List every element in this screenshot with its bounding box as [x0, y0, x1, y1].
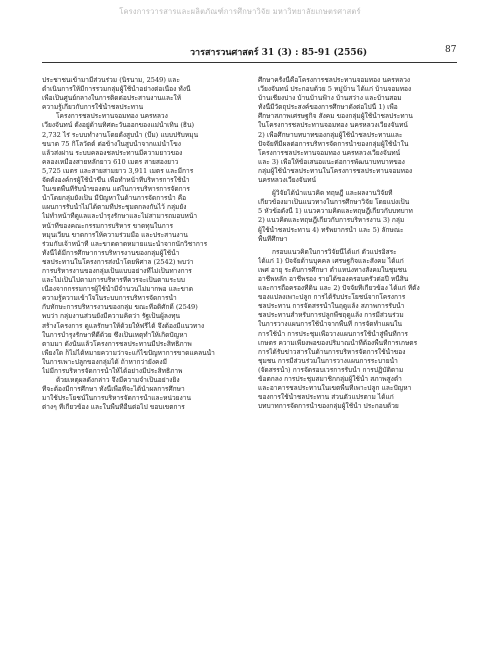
text-line: เวียงจันทน์ ประกอบด้วย 5 หมู่บ้าน ได้แก่ บ้านจอมทอง — [258, 85, 412, 94]
text-line: ในเขตพื้นที่รับน้ำของตน แต่ในการบริหารการจัดการ — [42, 185, 190, 194]
text-line: และการถือครองที่ดิน และ 2) ปัจจัยที่เกี่ยวข้อง ได้แก่ ที่ตั้ง — [258, 284, 420, 293]
left-column — [42, 76, 237, 412]
text-line: 2,732 ไร่ ระบบทำงานโดยตั้งสูบน้ำ (ปั๊ม) แบบปรับหมุน — [42, 130, 199, 139]
journal-citation: วารสารวนศาสตร์ 31 (3) : 85-91 (2556) — [190, 48, 368, 58]
text-line: พบว่า กลุ่มงานส่วนยังมีความคิดว่า รัฐเป็นผู้ลงทุน — [42, 312, 180, 321]
text-line: กับทักษะการบริหารงานของกลุ่ม ขณะที่อดิศักดิ์ (2549) — [42, 303, 198, 312]
text-line: 2) แนวคิดและทฤษฎีเกี่ยวกับการบริหารงาน 3) กลุ่ม — [258, 216, 405, 225]
text-line: ต่างๆ ที่เกี่ยวข้อง และในพื้นที่อื่นต่อไป ขอบเขตการ — [42, 403, 185, 412]
text-line: ประชาชนเข้ามามีส่วนร่วม (นิรนาม, 2549) และ — [42, 76, 180, 84]
text-line: ในการบำรุงรักษาที่ดีด้วย ซึ่งเป็นเหตุทำให้เกิดปัญหา — [42, 330, 188, 339]
text-line: (จัดสรรน้ำ) การจัดรอบเวรการรับน้ำ การปฏิบัติตาม — [258, 365, 404, 374]
text-line: และอาคารชลประทานในเขตพื้นที่เพาะปลูก และปัญหา — [258, 384, 412, 393]
running-head — [0, 45, 480, 59]
text-line: แผนการรับน้ำไม่ได้ตามที่ประชุมตกลงกันไว้ กลุ่มยัง — [42, 203, 187, 212]
text-line: การได้รับข่าวสารในด้านการบริหารจัดการใช้น้ำของ — [258, 347, 406, 356]
text-line: ของการใช้น้ำชลประทาน ส่วนตัวแปรตาม ได้แก่ — [258, 393, 394, 402]
text-line: ในการเพาะปลูกของกลุ่มได้ ถ้าหากว่ายังคงมี — [42, 357, 167, 366]
text-line: เนื่องจากกรรมการผู้ใช้น้ำมีจำนวนไม่มากพอ และขาด — [42, 285, 193, 294]
text-line: ในการวางแผนการใช้น้ำจากพื้นที่ การจัดทำแผนใน — [258, 320, 402, 329]
text-line: ความรู้เกี่ยวกับการใช้น้ำชลประทาน — [42, 103, 144, 112]
text-line: ที่จะต้องมีการศึกษา ทั้งนี้เพื่อที่จะได้นำผลการศึกษา — [42, 385, 185, 394]
text-line: ดำเนินการให้มีการรวมกลุ่มผู้ใช้น้ำอย่างต่อเนื่อง ทั้งนี้ — [42, 85, 191, 94]
watermark-text: โครงการวารสารและผลิตภัณฑ์การศึกษาวิจัย มหาวิทยาลัยเกษตรศาสตร์ — [119, 7, 361, 16]
right-column — [258, 76, 453, 411]
text-line: มาใช้ประโยชน์ในการบริหารจัดการน้ำและหน่วยงาน — [42, 394, 191, 403]
text-line: ได้แก่ 1) ปัจจัยด้านบุคคล เศรษฐกิจและสังคม ได้แก่ — [258, 256, 404, 265]
text-line: กรอบแนวคิดในการวิจัยนี้ได้แก่ ตัวแปรอิสระ — [272, 247, 397, 256]
text-line: อาชีพหลัก อาชีพรอง รายได้ของครอบครัวต่อปี หนี้สิน — [258, 274, 409, 283]
text-line: ชลประทานในโครงการส่งน้ำโดยพิศาล (2542) พบว่า — [42, 257, 194, 266]
text-line: ความรู้ความเข้าใจในระบบการบริหารจัดการน้ำ — [42, 294, 177, 303]
text-line: ตามมา ดังนั้นแล้วโครงการชลประทานมีประสิทธิภาพ — [42, 339, 192, 348]
text-line: ร่วมกับเจ้าหน้าที่ และขาดดาดหมายแนะนำจากนักวิชาการ — [42, 239, 208, 248]
text-line: กลุ่มผู้ใช้น้ำชลประทานในโครงการชลประทานจอมทอง — [258, 166, 413, 175]
text-line: โครงการชลประทานจอมทอง นครหลวงเวียงจันทน์ — [258, 148, 401, 157]
text-line: แล้วส่งผ่าน ระบบคลองชลประทานมีความยาวของ — [42, 148, 183, 157]
text-line: คลองเหมืองสายหลักยาว 610 เมตร สายสองยาว — [42, 157, 179, 166]
text-line: ชุมชน การมีส่วนร่วมในการวางแผนการระบายน้ำ — [258, 356, 398, 365]
text-line: ของแปลงเพาะปลูก การได้รับประโยชน์จากโครงการ — [258, 293, 406, 302]
text-line: เพศ อายุ ระดับการศึกษา ตำแหน่งทางสังคมในชุมชน — [258, 265, 407, 274]
text-line: 2) เพื่อศึกษาบทบาทของกลุ่มผู้ใช้น้ำชลประทานและ — [258, 130, 403, 139]
text-line: 5,725 เมตร และสายสามยาว 3,911 เมตร และมีการ — [42, 166, 194, 175]
text-line: ปัจจัยที่มีผลต่อการบริหารจัดการน้ำของกลุ่มผู้ใช้น้ำใน — [258, 139, 409, 148]
text-line: ทั้งนี้ได้มีการศึกษาการบริหารงานของกลุ่มผู้ใช้น้ำ — [42, 248, 180, 257]
text-line: พื้นที่ศึกษา — [258, 234, 288, 243]
text-line: ข้อตกลง การประชุมสมาชิกกลุ่มผู้ใช้น้ำ สภาพสูงต่ำ — [258, 375, 402, 383]
text-line: ไม่ทำหน้าที่ดูแลและบำรุงรักษาและไม่สามารถมอบหน้า — [42, 212, 198, 221]
text-line: เวียงจันทน์ ตั้งอยู่ด้านทิศตะวันออกของแม่น้ำเทิน (ธิน) — [42, 121, 195, 130]
text-line: ผู้ใช้น้ำชลประทาน 4) ทรัพยากรน้ำ และ 5) ลักษณะ — [258, 225, 404, 234]
text-line: เกี่ยวข้องมาเป็นแนวทางในการศึกษาวิจัย โดยแบ่งเป็น — [258, 198, 410, 207]
text-line: ศึกษาสภาพเศรษฐกิจ สังคม ของกลุ่มผู้ใช้น้ำชลประทาน — [258, 112, 413, 121]
text-line: ไม่มีการบริหารจัดการน้ำให้ได้อย่างมีประสิทธิภาพ — [42, 367, 183, 375]
text-line: โครงการชลประทานจอมทอง นครหลวง — [56, 112, 168, 121]
text-line: ในโครงการชลประทานจอมทอง นครหลวงเวียงจันทน์ — [258, 121, 408, 130]
text-line: เพื่อเป็นศูนย์กลางในการติดต่อประสานงานและให้ — [42, 94, 182, 103]
text-line: ผู้วิจัยได้นำแนวคิด ทฤษฎี และผลงานวิจัยที่ — [272, 189, 393, 198]
text-line: หน้าที่ของคณะกรรมการบริหาร ขาดทุนในการ — [42, 221, 174, 230]
text-line: ศึกษาครั้งนี้คือโครงการชลประทานจอมทอง นครหลวง — [258, 76, 411, 84]
text-line: ชลประทาน การจัดสรรน้ำในฤดูแล้ง สภาพการรับน้ำ — [258, 302, 405, 311]
text-line: การใช้น้ำ การประชุมเพื่อวางแผนการใช้น้ำสู่พื้นที่การ — [258, 329, 408, 338]
text-line: จัดตั้งองค์กรผู้ใช้น้ำขึ้น เพื่อทำหน้าที่บริหารการใช้น้ำ — [42, 176, 190, 185]
text-line: การบริหารงานของกลุ่มเป็นแบบอย่างที่ไม่เป็นทางการ — [42, 266, 192, 275]
text-line: นครหลวงเวียงจันทน์ — [258, 176, 317, 185]
text-line: บ้านเชียงบ่าง บ้านบ้านฟ้าง บ้านสว่าง และบ้านสอม — [258, 94, 402, 103]
text-line: หมุนเวียน ขาดการให้ความร่วมมือ และประสานงาน — [42, 230, 188, 239]
text-line: และ 3) เพื่อให้ข้อเสนอแนะต่อการพัฒนาบทบาทของ — [258, 157, 405, 166]
text-line: บทบาทการจัดการน้ำของกลุ่มผู้ใช้น้ำ ประกอบด้วย — [258, 402, 399, 411]
text-line: สร้างโครงการ ดูแลรักษาให้ด้วยให้ฟรีได้ จึงต้องมีแนวทาง — [42, 321, 205, 330]
text-line: ชลประทานสำหรับการปลูกพืชฤดูแล้ง การมีส่วนร่วม — [258, 311, 404, 320]
text-line: เกษตร ความเพียงพอของปริมาณน้ำที่ต้องพื้นที่การเกษตร — [258, 338, 418, 347]
header-rule — [42, 62, 457, 63]
text-line: 5 หัวข้อดังนี้ 1) แนวความคิดและทฤษฎีเกี่ยวกับบทบาท — [258, 207, 413, 216]
page-number: 87 — [445, 45, 457, 55]
text-line: เพียงใด ก็ไม่ได้หมายความว่าจะแก้ไขปัญหาการขาดแคลนน้ำ — [42, 348, 215, 357]
text-line: ด้วยเหตุผลดังกล่าว จึงมีความจำเป็นอย่างยิ่ง — [56, 376, 180, 385]
text-line: และไม่เป็นไปตามการบริหารที่ควรจะเป็นตามระบบ — [42, 276, 185, 285]
text-line: น้ำโดยกลุ่มยังเป็น มีปัญหาในด้านการจัดการน้ำ คือ — [42, 194, 187, 203]
text-line: ทั้งนี้มีวัตถุประสงค์ของการศึกษาดังต่อไปนี้ 1) เพื่อ — [258, 103, 398, 112]
text-line: ขนาด 75 กิโลวัตต์ ต่อข้างในสูบน้ำจากแม่น้ำโขง — [42, 139, 181, 148]
